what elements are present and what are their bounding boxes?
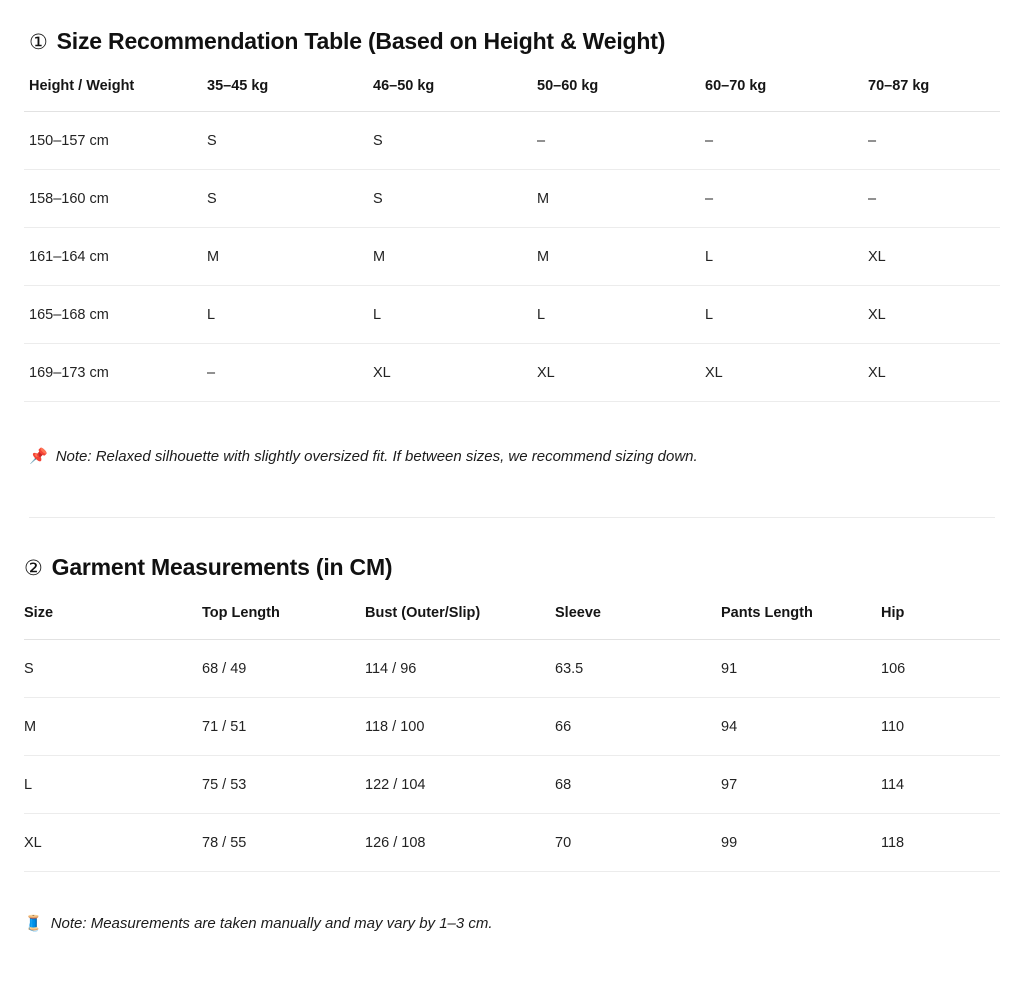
- cell-top-length: 75 / 53: [202, 756, 365, 814]
- column-header-top-length: Top Length: [202, 605, 365, 640]
- thread-spool-icon: 🧵: [24, 915, 43, 933]
- garment-measurements-table: [24, 605, 1000, 872]
- garment-measurements-note: [24, 914, 1000, 934]
- cell-size: –: [207, 344, 373, 402]
- section-divider: [29, 517, 995, 518]
- cell-size: M: [373, 228, 537, 286]
- column-header-50-60kg: 50–60 kg: [537, 78, 705, 112]
- cell-size: XL: [705, 344, 868, 402]
- column-header-46-50kg: 46–50 kg: [373, 78, 537, 112]
- cell-top-length: 71 / 51: [202, 698, 365, 756]
- size-recommendation-note: [29, 447, 1000, 467]
- section-1-title-text: Size Recommendation Table (Based on Height & Weight): [56, 28, 666, 54]
- garment-measurements-note-text: Note: Measurements are taken manually and may vary by 1–3 cm.: [50, 915, 493, 933]
- cell-size: XL: [373, 344, 537, 402]
- cell-size: L: [24, 756, 202, 814]
- cell-bust: 118 / 100: [365, 698, 555, 756]
- cell-top-length: 68 / 49: [202, 640, 365, 698]
- cell-pants-length: 91: [721, 640, 881, 698]
- cell-size: L: [207, 286, 373, 344]
- cell-sleeve: 68: [555, 756, 721, 814]
- table-header-row: [24, 605, 1000, 640]
- cell-size: M: [537, 170, 705, 228]
- cell-size: S: [373, 170, 537, 228]
- pushpin-icon: 📌: [29, 448, 48, 465]
- cell-size: S: [373, 112, 537, 170]
- table-row: [24, 814, 1000, 872]
- cell-top-length: 78 / 55: [202, 814, 365, 872]
- cell-height: 169–173 cm: [24, 344, 207, 402]
- size-recommendation-table: [24, 78, 1000, 402]
- cell-size: XL: [868, 286, 1000, 344]
- cell-height: 161–164 cm: [24, 228, 207, 286]
- table-row: [24, 344, 1000, 402]
- cell-size: –: [868, 170, 1000, 228]
- cell-size: L: [705, 286, 868, 344]
- garment-measurements-section: [24, 554, 1000, 934]
- cell-size: XL: [868, 344, 1000, 402]
- section-2-title-text: Garment Measurements (in CM): [51, 554, 393, 581]
- table-row: [24, 698, 1000, 756]
- column-header-size: Size: [24, 605, 202, 640]
- cell-size: –: [705, 170, 868, 228]
- cell-pants-length: 99: [721, 814, 881, 872]
- cell-pants-length: 97: [721, 756, 881, 814]
- cell-size: XL: [537, 344, 705, 402]
- cell-size: XL: [868, 228, 1000, 286]
- cell-size: XL: [24, 814, 202, 872]
- cell-size: S: [207, 112, 373, 170]
- cell-size: S: [24, 640, 202, 698]
- cell-height: 150–157 cm: [24, 112, 207, 170]
- cell-sleeve: 66: [555, 698, 721, 756]
- cell-bust: 126 / 108: [365, 814, 555, 872]
- cell-size: L: [537, 286, 705, 344]
- section-1-title: [24, 28, 1000, 55]
- cell-size: S: [207, 170, 373, 228]
- table-row: [24, 228, 1000, 286]
- table-row: [24, 170, 1000, 228]
- table-row: [24, 756, 1000, 814]
- cell-size: M: [24, 698, 202, 756]
- cell-sleeve: 63.5: [555, 640, 721, 698]
- cell-hip: 110: [881, 698, 1000, 756]
- section-2-title: [24, 554, 1000, 581]
- cell-bust: 122 / 104: [365, 756, 555, 814]
- cell-size: M: [537, 228, 705, 286]
- cell-hip: 118: [881, 814, 1000, 872]
- cell-pants-length: 94: [721, 698, 881, 756]
- table-row: [24, 112, 1000, 170]
- section-1-number: ①: [29, 31, 48, 54]
- cell-height: 158–160 cm: [24, 170, 207, 228]
- column-header-sleeve: Sleeve: [555, 605, 721, 640]
- cell-sleeve: 70: [555, 814, 721, 872]
- cell-size: –: [868, 112, 1000, 170]
- cell-hip: 114: [881, 756, 1000, 814]
- table-header-row: [24, 78, 1000, 112]
- cell-size: L: [373, 286, 537, 344]
- table-row: [24, 286, 1000, 344]
- cell-hip: 106: [881, 640, 1000, 698]
- cell-height: 165–168 cm: [24, 286, 207, 344]
- cell-bust: 114 / 96: [365, 640, 555, 698]
- cell-size: –: [705, 112, 868, 170]
- column-header-35-45kg: 35–45 kg: [207, 78, 373, 112]
- size-recommendation-section: [24, 28, 1000, 467]
- column-header-bust: Bust (Outer/Slip): [365, 605, 555, 640]
- size-recommendation-note-text: Note: Relaxed silhouette with slightly oversized fit. If between sizes, we recommend sizing down.: [55, 448, 698, 465]
- cell-size: M: [207, 228, 373, 286]
- cell-size: L: [705, 228, 868, 286]
- column-header-height-weight: Height / Weight: [24, 78, 207, 112]
- cell-size: –: [537, 112, 705, 170]
- column-header-pants-length: Pants Length: [721, 605, 881, 640]
- column-header-70-87kg: 70–87 kg: [868, 78, 1000, 112]
- table-row: [24, 640, 1000, 698]
- column-header-60-70kg: 60–70 kg: [705, 78, 868, 112]
- column-header-hip: Hip: [881, 605, 1000, 640]
- section-2-number: ②: [24, 557, 43, 581]
